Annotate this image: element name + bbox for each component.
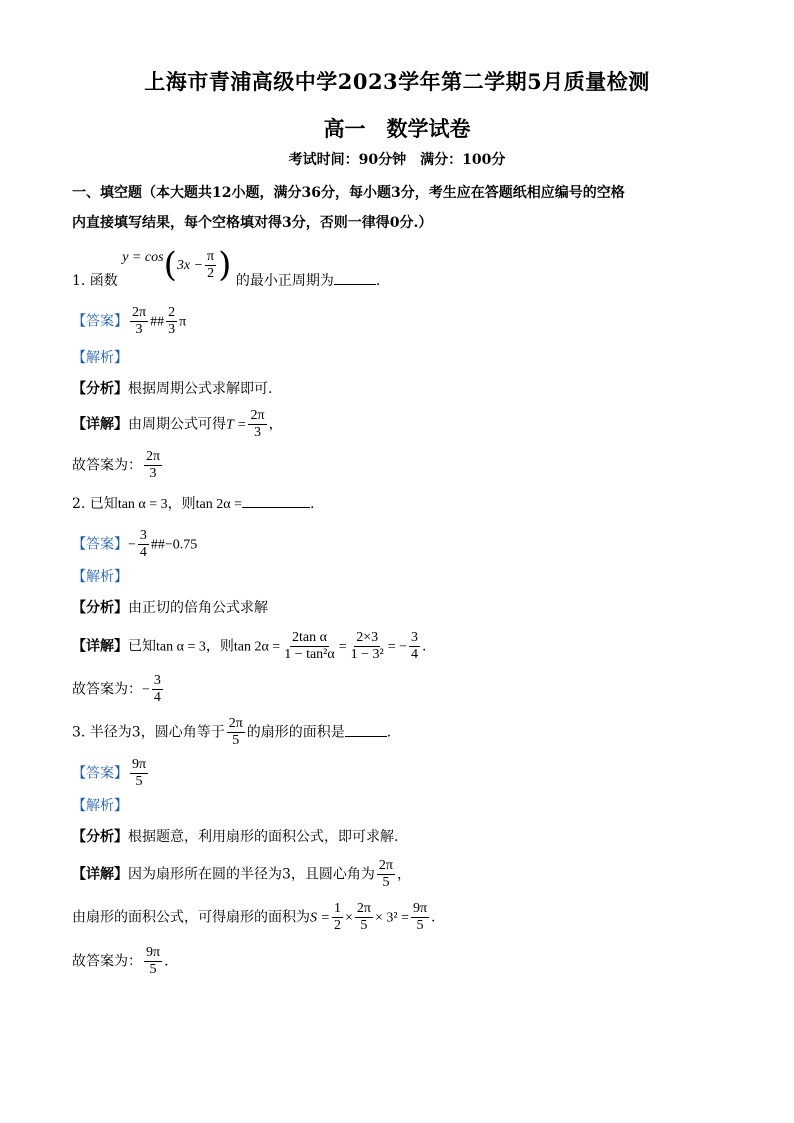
q1-answer-alt-fraction: $\frac{2}{3}$: [168, 305, 176, 337]
q3-detail: 【详解】因为扇形所在圆的半径为3，且圆心角为 $\frac{2\pi}{5}$ ，: [72, 858, 411, 890]
q3-angle-fraction: $\frac{2\pi}{5}$: [228, 716, 243, 748]
exam-info: 考试时间：90分钟 满分：100分: [288, 152, 506, 168]
q2-double-angle-fraction: $\frac{\text{2tan α}}{\text{1 − tan²α}}$: [284, 630, 335, 662]
q1-answer-blank: [334, 272, 376, 285]
q3-analysis-tag: 【解析】: [72, 798, 128, 814]
q1-final-fraction: $\frac{2\pi}{3}$: [146, 449, 161, 481]
exam-title: 上海市青浦高级中学2023学年第二学期5月质量检测: [144, 69, 650, 94]
q3-answer-blank: [345, 724, 387, 737]
q1-number: 1. 函数: [72, 273, 118, 289]
q2-substitution-fraction: $\frac{2\times 3}{\text{1 − 3²}}$: [350, 630, 384, 662]
q1-analysis-tag: 【解析】: [72, 350, 128, 366]
q3-detail-fraction: $\frac{2\pi}{5}$: [378, 858, 393, 890]
q2-fenxi: 【分析】由正切的倍角公式求解: [72, 600, 268, 616]
answer-tag: 【答案】: [72, 313, 128, 330]
q3-final-fraction: $\frac{9\pi}{5}$: [146, 945, 161, 977]
q3-area-result-fraction: $\frac{9\pi}{5}$: [412, 901, 428, 933]
q2-answer-blank: [242, 495, 310, 508]
q3-angle-fraction-2: $\frac{2\pi}{5}$: [356, 901, 371, 933]
q3-final: 故答案为： $\frac{9\pi}{5}$ .: [72, 945, 169, 977]
section-heading-line1: 一、填空题（本大题共12小题，满分36分，每小题3分，考生应在答题纸相应编号的空格: [72, 185, 625, 201]
q2-answer-fraction: $\frac{3}{4}$: [139, 528, 147, 560]
q2-analysis-tag: 【解析】: [72, 569, 128, 585]
q3-fenxi: 【分析】根据题意，利用扇形的面积公式，即可求解.: [72, 829, 399, 845]
question-1: 1. 函数 y = cos(3x − $\frac{\pi}{2}$ ) 的最小正周期为 .: [72, 245, 381, 289]
question-3: 3. 半径为3，圆心角等于 $\frac{2\pi}{5}$ 的扇形的面积是 .: [72, 716, 392, 748]
section-heading-line2: 内直接填写结果，每个空格填对得3分，否则一律得0分.）: [72, 215, 433, 231]
q1-tail: 的最小正周期为: [235, 273, 334, 289]
q3-answer-fraction: $\frac{9\pi}{5}$: [132, 757, 147, 789]
q1-final: 故答案为： $\frac{2\pi}{3}$: [72, 449, 161, 481]
q3-answer: 【答案】 $\frac{9\pi}{5}$: [72, 757, 147, 789]
q2-answer: 【答案】− $\frac{3}{4}$ ##−0.75: [72, 528, 198, 560]
question-2: 2. 已知tan α = 3，则tan 2α = .: [72, 496, 315, 512]
q2-final: 故答案为：− $\frac{3}{4}$: [72, 673, 161, 705]
q2-result-fraction: $\frac{3}{4}$: [411, 630, 419, 662]
q1-argument: 3x −: [176, 258, 204, 273]
q1-right-paren: ): [218, 245, 232, 285]
q3-half-fraction: $\frac{1}{2}$: [333, 901, 341, 933]
q1-answer: 【答案】 $\frac{2\pi}{3}$ ## $\frac{2}{3}$ π: [72, 305, 187, 337]
q1-left-paren: (: [163, 245, 177, 285]
q1-fenxi: 【分析】根据周期公式求解即可.: [72, 381, 273, 397]
exam-subtitle: 高一 数学试卷: [323, 116, 471, 141]
q1-detail-fraction: $\frac{2\pi}{3}$: [250, 408, 265, 440]
q1-fraction: $\frac{\pi}{2}$: [207, 248, 215, 281]
q2-final-fraction: $\frac{3}{4}$: [153, 673, 161, 705]
q3-area-formula: 由扇形的面积公式，可得扇形的面积为S = $\frac{1}{2}$ × $\frac{2\pi}{5}$ × 3² = $\frac{9\pi}{5}$ .: [72, 901, 436, 933]
q1-answer-fraction: $\frac{2\pi}{3}$: [132, 305, 147, 337]
q1-function-lhs: y = cos: [122, 250, 164, 265]
q2-detail: 【详解】已知tan α = 3，则tan 2α = $\frac{\text{2tan α}}{\text{1 − tan²α}}$ = $\frac{2\times 3}{\text{1 − 3²}}$ = − $\frac{3}{4}$ .: [72, 630, 427, 662]
q1-detail: 【详解】由周期公式可得T = $\frac{2\pi}{3}$ ，: [72, 408, 283, 440]
